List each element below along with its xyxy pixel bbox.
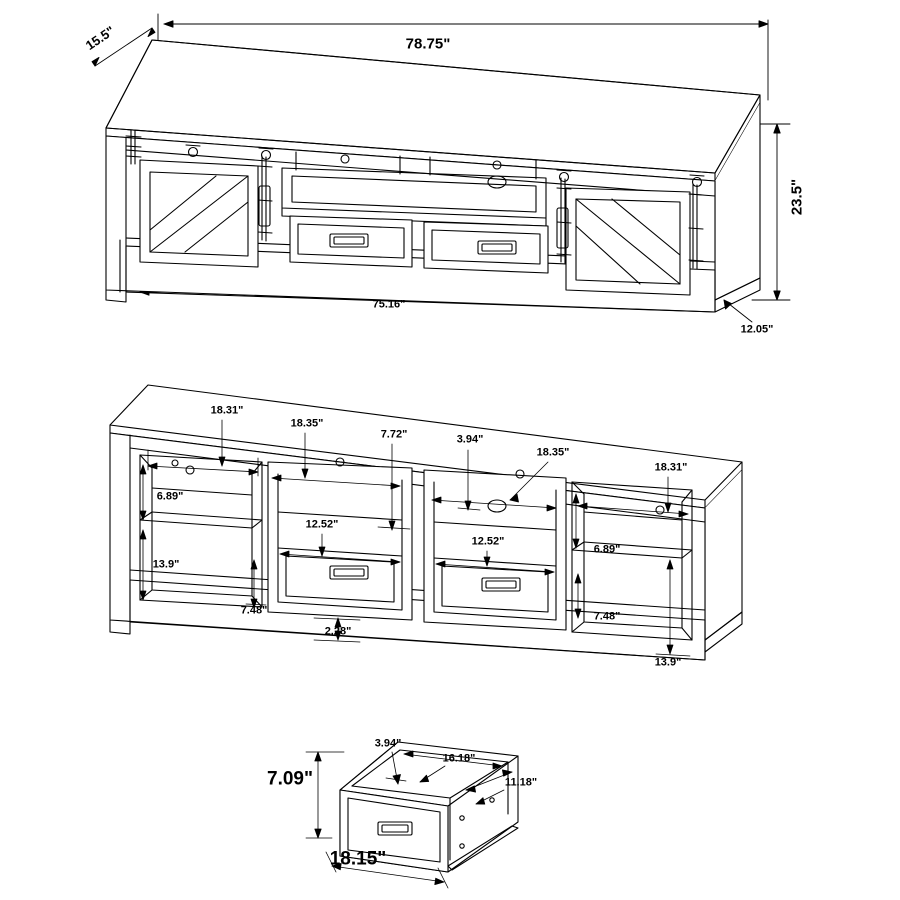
dimension-label-left-drawer-height: 7.48"	[240, 604, 268, 617]
dimension-label-right-drawer-opening-width: 12.52"	[471, 535, 505, 548]
dimension-label-right-drawer-height: 7.48"	[593, 610, 621, 623]
dimension-label-drawer-side-thickness: 3.94"	[374, 737, 402, 750]
dimension-label-drawer-height: 7.09"	[267, 768, 313, 790]
dimension-label-left-drawer-width: 18.35"	[290, 417, 324, 430]
dimension-label-drawer-inner-depth: 11.18"	[504, 776, 538, 789]
dimension-label-base-width: 75.16"	[372, 298, 406, 311]
dimension-label-right-drawer-width: 18.35"	[536, 446, 570, 459]
dimension-label-drawer-width: 18.15"	[329, 848, 387, 870]
dimension-label-overall-height: 23.5"	[788, 178, 806, 216]
dimension-label-center-shelf-thickness: 2.28"	[324, 625, 352, 638]
view-top-perspective	[92, 14, 790, 322]
dimension-label-overall-width: 78.75"	[405, 35, 451, 53]
dimension-label-center-gap-width: 3.94"	[456, 433, 484, 446]
dimension-label-drawer-inner-width: 16.18"	[442, 752, 476, 765]
dimension-label-left-cabinet-depth: 13.9"	[152, 558, 180, 571]
dimension-label-right-cabinet-width: 18.31"	[654, 461, 688, 474]
view-interior-dimensions	[110, 385, 742, 660]
dimension-label-overall-depth: 15.5"	[82, 22, 118, 54]
dimension-label-base-depth: 12.05"	[740, 323, 774, 336]
dimension-label-center-opening-width: 7.72"	[380, 428, 408, 441]
dimension-label-left-shelf-height: 6.89"	[156, 490, 184, 503]
dimension-label-left-drawer-opening-width: 12.52"	[305, 518, 339, 531]
dimension-label-right-shelf-height: 6.89"	[593, 543, 621, 556]
dimension-label-right-cabinet-depth: 13.9"	[654, 656, 682, 669]
dimension-label-left-cabinet-width: 18.31"	[210, 404, 244, 417]
